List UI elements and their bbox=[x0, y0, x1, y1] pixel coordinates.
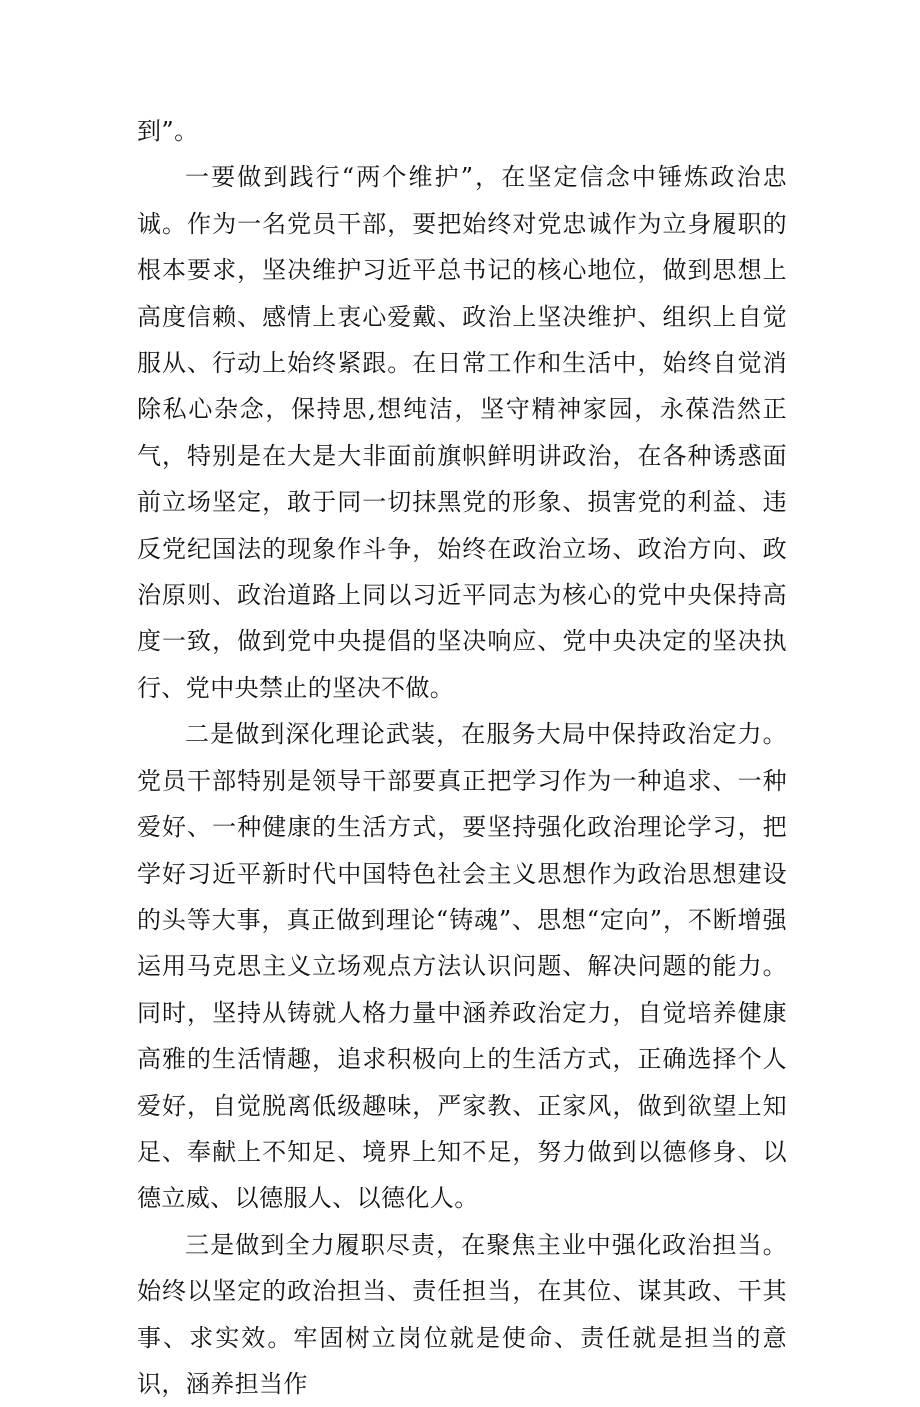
paragraph-continuation: 到”。 bbox=[137, 117, 199, 145]
paragraph-three: 三是做到全力履职尽责，在聚焦主业中强化政治担当。始终以坚定的政治担当、责任担当，在其位、谋其政、干其事、求实效。牢固树立岗位就是使命、责任就是担当的意识，涵养担当作 bbox=[137, 1230, 787, 1398]
paragraph-two: 二是做到深化理论武装，在服务大局中保持政治定力。党员干部特别是领导干部要真正把学习作为一种追求、一种爱好、一种健康的生活方式，要坚持强化政治理论学习，把学好习近平新时代中国特色社会主义思想作为政治思想建设的头等大事，真正做到理论“铸魂”、思想“定向”，不断增强运用马克思主义立场观点方法认识问题、解决问题的能力。同时，坚持从铸就人格力量中涵养政治定力，自觉培养健康高雅的生活情趣，追求积极向上的生活方式，正确选择个人爱好，自觉脱离低级趣味，严家教、正家风，做到欲望上知足、奉献上不知足、境界上知不足，努力做到以德修身、以德立威、以德服人、以德化人。 bbox=[137, 720, 787, 1213]
paragraph-one: 一要做到践行“两个维护”，在坚定信念中锤炼政治忠诚。作为一名党员干部，要把始终对党忠诚作为立身履职的根本要求，坚决维护习近平总书记的核心地位，做到思想上高度信赖、感情上衷心爱戴、政治上坚决维护、组织上自觉服从、行动上始终紧跟。在日常工作和生活中，始终自觉消除私心杂念，保持思,想纯洁，坚守精神家园，永葆浩然正气，特别是在大是大非面前旗帜鲜明讲政治，在各种诱惑面前立场坚定，敢于同一切抹黑党的形象、损害党的利益、违反党纪国法的现象作斗争，始终在政治立场、政治方向、政治原则、政治道路上同以习近平同志为核心的党中央保持高度一致，做到党中央提倡的坚决响应、党中央决定的坚决执行、党中央禁止的坚决不做。 bbox=[137, 163, 787, 702]
body-text bbox=[137, 108, 787, 1407]
